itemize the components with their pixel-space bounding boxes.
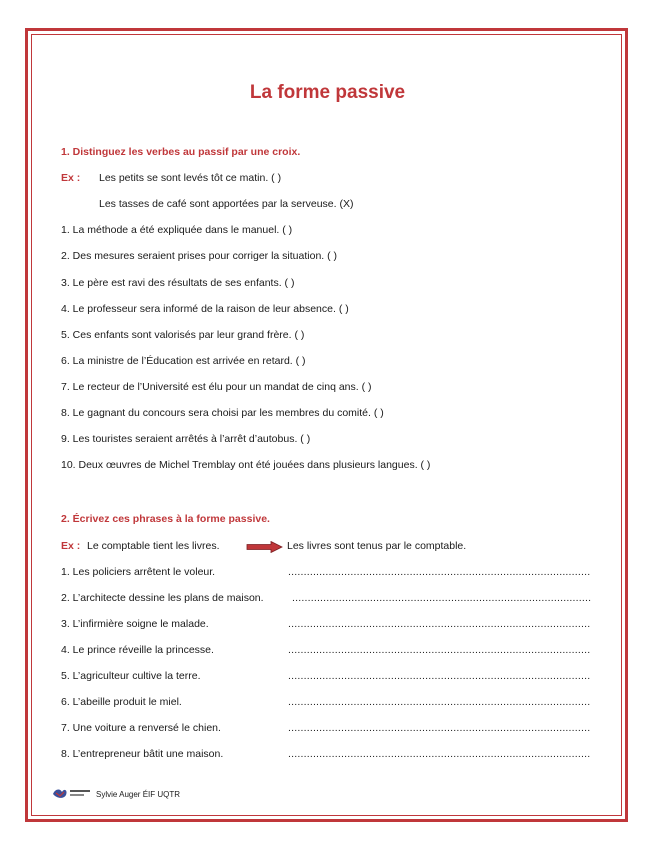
uqtr-logo-icon	[52, 787, 92, 801]
answer-line: ................................................................................................	[292, 592, 592, 604]
section2-example-passive: Les livres sont tenus par le comptable.	[287, 540, 467, 552]
answer-line: .................................................................................................	[288, 618, 591, 630]
section2-item: 5. L’agriculteur cultive la terre.	[61, 670, 201, 682]
section2-item: 7. Une voiture a renversé le chien.	[61, 722, 221, 734]
section2-heading: 2. Écrivez ces phrases à la forme passive.	[61, 513, 270, 525]
answer-line: .................................................................................................	[288, 696, 591, 708]
section1-item: 4. Le professeur sera informé de la raison de leur absence. ( )	[61, 303, 349, 315]
section2-example-label: Ex :	[61, 540, 81, 552]
arrow-right-icon	[246, 541, 283, 553]
section1-item: 7. Le recteur de l’Université est élu pour un mandat de cinq ans. ( )	[61, 381, 372, 393]
section2-item: 6. L’abeille produit le miel.	[61, 696, 182, 708]
footer-author: Sylvie Auger ÉIF UQTR	[96, 789, 181, 799]
page-title: La forme passive	[249, 82, 406, 103]
section1-heading: 1. Distinguez les verbes au passif par une croix.	[61, 146, 301, 158]
answer-line: .................................................................................................	[288, 748, 591, 760]
answer-line: .................................................................................................	[288, 644, 591, 656]
section1-item: 2. Des mesures seraient prises pour corriger la situation. ( )	[61, 250, 338, 262]
section1-item: 8. Le gagnant du concours sera choisi par les membres du comité. ( )	[61, 407, 384, 419]
section1-item: 5. Ces enfants sont valorisés par leur grand frère. ( )	[61, 329, 305, 341]
section1-item: 10. Deux œuvres de Michel Tremblay ont été jouées dans plusieurs langues. ( )	[61, 459, 431, 471]
section1-item: 1. La méthode a été expliquée dans le manuel. ( )	[61, 224, 293, 236]
section1-item: 9. Les touristes seraient arrêtés à l’arrêt d’autobus. ( )	[61, 433, 311, 445]
answer-line: .................................................................................................	[288, 566, 591, 578]
section1-item: 3. Le père est ravi des résultats de ses enfants. ( )	[61, 277, 295, 289]
section2-item: 2. L’architecte dessine les plans de maison.	[61, 592, 264, 604]
section1-example-1: Les petits se sont levés tôt ce matin. ( )	[99, 172, 282, 184]
answer-line: .................................................................................................	[288, 722, 591, 734]
answer-line: .................................................................................................	[288, 670, 591, 682]
section2-item: 8. L’entrepreneur bâtit une maison.	[61, 748, 224, 760]
section1-example-2: Les tasses de café sont apportées par la serveuse. (X)	[99, 198, 354, 210]
section2-item: 1. Les policiers arrêtent le voleur.	[61, 566, 216, 578]
section2-example-active: Le comptable tient les livres.	[87, 540, 220, 552]
section2-item: 4. Le prince réveille la princesse.	[61, 644, 214, 656]
footer	[52, 787, 180, 801]
section1-example-label: Ex :	[61, 172, 81, 184]
section1-item: 6. La ministre de l’Éducation est arrivée en retard. ( )	[61, 355, 306, 367]
section2-item: 3. L’infirmière soigne le malade.	[61, 618, 209, 630]
